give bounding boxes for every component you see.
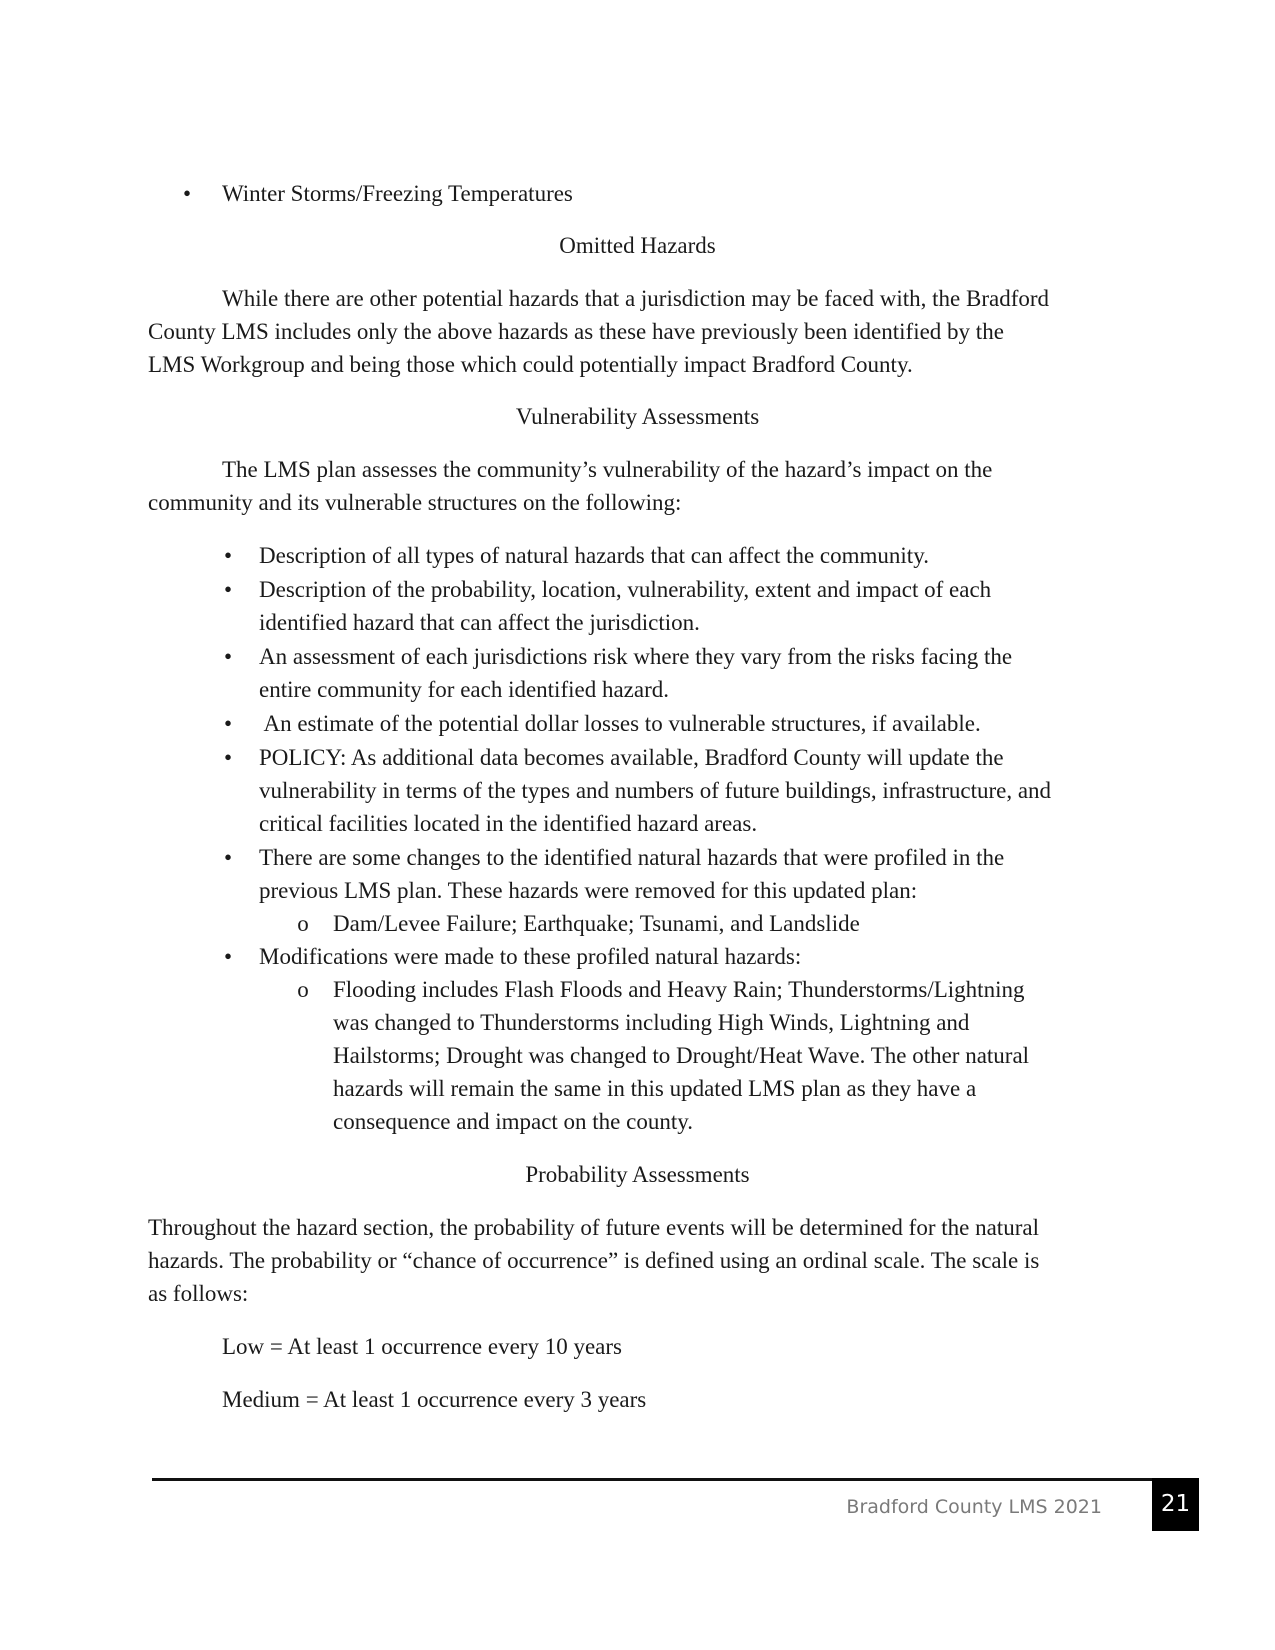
vulnerability-bullet-line: critical facilities located in the identified hazard areas. xyxy=(259,811,758,836)
bullet-marker: • xyxy=(223,944,233,969)
vulnerability-bullet-line: There are some changes to the identified natural hazards that were profiled in the xyxy=(259,845,1005,870)
bullet-marker: • xyxy=(223,644,233,669)
removed-hazards-line: Dam/Levee Failure; Earthquake; Tsunami, and Landslide xyxy=(333,911,860,936)
footer-rule xyxy=(152,1478,1152,1481)
vulnerability-intro-line: community and its vulnerable structures on the following: xyxy=(148,490,682,515)
probability-paragraph-line: as follows: xyxy=(148,1281,249,1306)
vulnerability-bullet-line: identified hazard that can affect the jurisdiction. xyxy=(259,610,700,635)
bullet-marker: • xyxy=(223,543,233,568)
probability-paragraph-line: Throughout the hazard section, the probability of future events will be determined for the natural xyxy=(148,1215,1039,1240)
bullet-marker: • xyxy=(223,577,233,602)
omitted-paragraph-line: While there are other potential hazards that a jurisdiction may be faced with, the Bradford xyxy=(222,286,1050,311)
vulnerability-bullet-line: previous LMS plan. These hazards were removed for this updated plan: xyxy=(259,878,918,903)
omitted-hazards-heading: Omitted Hazards xyxy=(559,233,716,258)
omitted-paragraph-line: County LMS includes only the above hazards as these have previously been identified by the xyxy=(148,319,1004,344)
vulnerability-bullet-line: Description of all types of natural hazards that can affect the community. xyxy=(259,543,929,568)
vulnerability-bullet-line: Modifications were made to these profiled natural hazards: xyxy=(259,944,802,969)
modified-hazards-line: Flooding includes Flash Floods and Heavy Rain; Thunderstorms/Lightning xyxy=(333,977,1025,1002)
footer-title: Bradford County LMS 2021 xyxy=(846,1496,1102,1518)
probability-scale-medium: Medium = At least 1 occurrence every 3 years xyxy=(222,1387,647,1412)
vulnerability-intro-line: The LMS plan assesses the community’s vulnerability of the hazard’s impact on the xyxy=(222,457,993,482)
probability-scale-low: Low = At least 1 occurrence every 10 years xyxy=(222,1334,622,1359)
vulnerability-bullet-line: vulnerability in terms of the types and numbers of future buildings, infrastructure, and xyxy=(259,778,1052,803)
vulnerability-bullet-line: POLICY: As additional data becomes available, Bradford County will update the xyxy=(259,745,1004,770)
sub-bullet-marker: o xyxy=(297,977,309,1002)
omitted-paragraph-line: LMS Workgroup and being those which could potentially impact Bradford County. xyxy=(148,352,913,377)
vulnerability-bullet-line: An assessment of each jurisdictions risk where they vary from the risks facing the xyxy=(259,644,1013,669)
vulnerability-bullet-line: entire community for each identified hazard. xyxy=(259,677,669,702)
modified-hazards-line: hazards will remain the same in this updated LMS plan as they have a xyxy=(333,1076,977,1101)
modified-hazards-line: was changed to Thunderstorms including High Winds, Lightning and xyxy=(333,1010,970,1035)
sub-bullet-marker: o xyxy=(297,911,309,936)
bullet-marker: • xyxy=(223,745,233,770)
modified-hazards-line: consequence and impact on the county. xyxy=(333,1109,693,1134)
bullet-marker: • xyxy=(182,181,192,206)
vulnerability-bullet-line: Description of the probability, location, vulnerability, extent and impact of each xyxy=(259,577,992,602)
page-number: 21 xyxy=(1152,1478,1199,1531)
vulnerability-heading: Vulnerability Assessments xyxy=(515,404,760,429)
modified-hazards-line: Hailstorms; Drought was changed to Drought/Heat Wave. The other natural xyxy=(333,1043,1030,1068)
top-bullet-text: Winter Storms/Freezing Temperatures xyxy=(222,181,573,206)
probability-heading: Probability Assessments xyxy=(525,1162,750,1187)
probability-paragraph-line: hazards. The probability or “chance of occurrence” is defined using an ordinal scale. The scale is xyxy=(148,1248,1040,1273)
bullet-marker: • xyxy=(223,845,233,870)
vulnerability-bullet-line: An estimate of the potential dollar losses to vulnerable structures, if available. xyxy=(259,711,981,736)
bullet-marker: • xyxy=(223,711,233,736)
